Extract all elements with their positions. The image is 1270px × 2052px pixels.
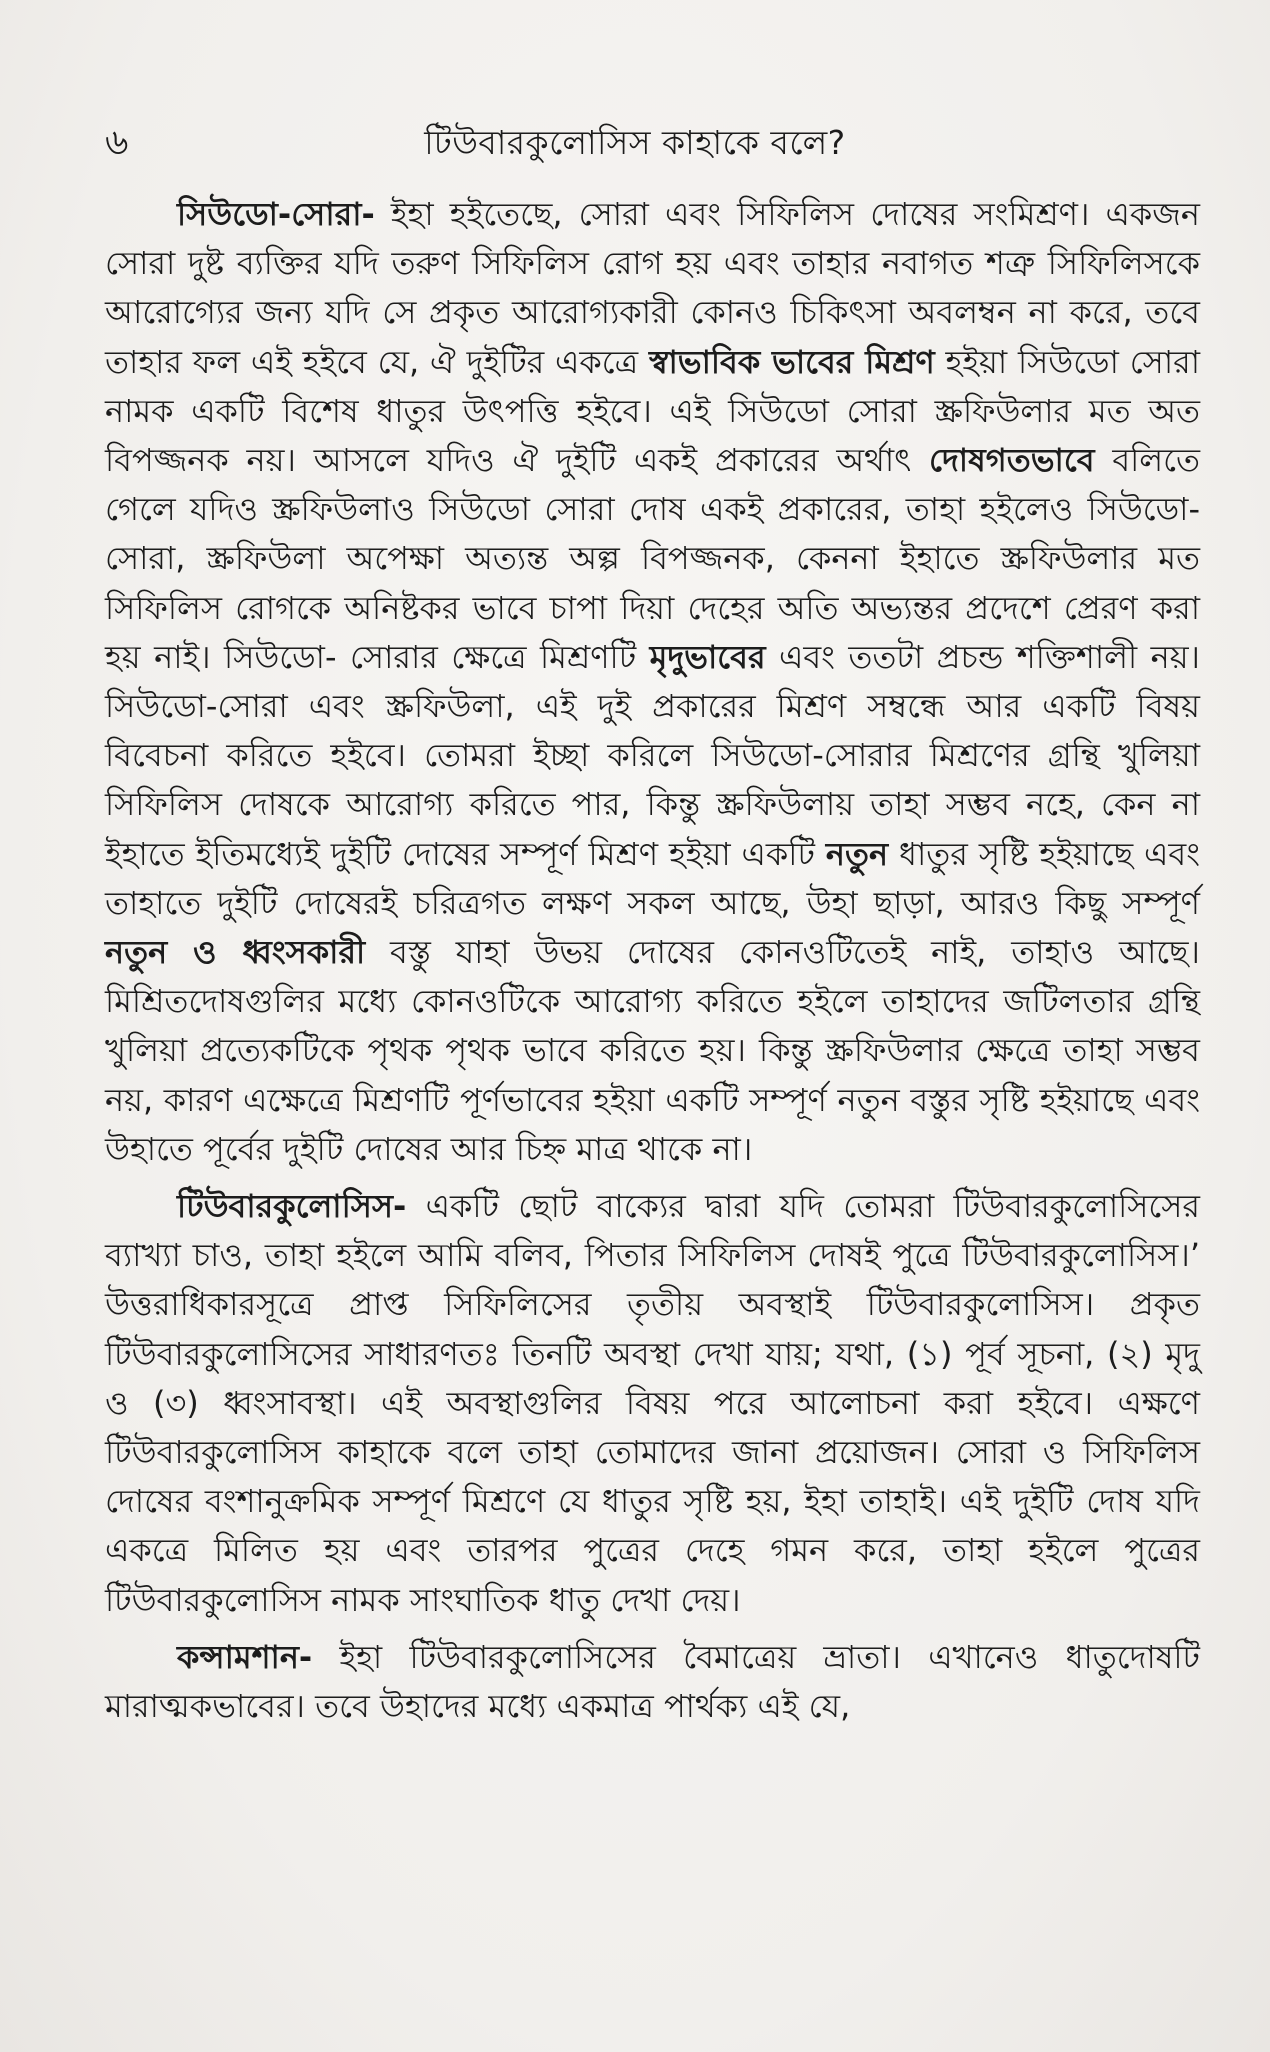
- bold-phrase: নতুন: [825, 834, 889, 873]
- bold-phrase: স্বাভাবিক ভাবের মিশ্রণ: [648, 342, 935, 381]
- bold-phrase: দোষগতভাবে: [929, 441, 1095, 480]
- paragraph-text: ইহা হইতেছে, সোরা এবং সিফিলিস দোষের সংমিশ্রণ। একজন সোরা দুষ্ট ব্যক্তির যদি তরুণ সিফিলিস রোগ হয় এবং তাহার নবাগত শত্রু সিফিলিসকে আরোগ্যের জন্য যদি সে প্রকৃত আরোগ্যকারী কোনও চিকিৎসা অবলম্বন না করে, তবে তাহার ফল এই হইবে যে, ঐ দুইটির একত্রে: [105, 195, 1200, 381]
- term-tuberculosis: টিউবারকুলোসিস-: [177, 1187, 407, 1226]
- paragraph-text: বস্তু যাহা উভয় দোষের কোনওটিতেই নাই, তাহাও আছে। মিশ্রিতদোষগুলির মধ্যে কোনওটিকে আরোগ্য করিতে হইলে তাহাদের জটিলতার গ্রন্থি খুলিয়া প্রত্যেকটিকে পৃথক পৃথক ভাবে করিতে হয়। কিন্তু স্ক্রফিউলার ক্ষেত্রে তাহা সম্ভব নয়, কারণ এক্ষেত্রে মিশ্রণটি পূর্ণভাবের হইয়া একটি সম্পূর্ণ নতুন বস্তুর সৃষ্টি হইয়াছে এবং উহাতে পূর্বের দুইটি দোষের আর চিহ্ন মাত্র থাকে না।: [105, 933, 1200, 1168]
- paragraph-text: বলিতে গেলে যদিও স্ক্রফিউলাও সিউডো সোরা দোষ একই প্রকারের, তাহা হইলেও সিউডো-সোরা, স্ক্রফিউলা অপেক্ষা অত্যন্ত অল্প বিপজ্জনক, কেননা ইহাতে স্ক্রফিউলার মত সিফিলিস রোগকে অনিষ্টকর ভাবে চাপা দিয়া দেহের অতি অভ্যন্তর প্রদেশে প্রেরণ করা হয় নাই। সিউডো- সোরার ক্ষেত্রে মিশ্রণটি: [105, 441, 1200, 676]
- paragraph-tuberculosis: [105, 1182, 1200, 1625]
- term-pseudo-psora: সিউডো-সোরা-: [177, 195, 375, 233]
- running-title: টিউবারকুলোসিস কাহাকে বলে?: [424, 123, 846, 162]
- paragraph-consumption: [105, 1633, 1200, 1731]
- bold-phrase: নতুন ও ধ্বংসকারী: [105, 933, 366, 972]
- paragraph-pseudo-psora: [105, 190, 1200, 1174]
- body-text: [105, 190, 1200, 1739]
- paragraph-text: এবং ততটা প্রচন্ড শক্তিশালী নয়। সিউডো-সোরা এবং স্ক্রফিউলা, এই দুই প্রকারের মিশ্রণ সম্বন্ধে আর একটি বিষয় বিবেচনা করিতে হইবে। তোমরা ইচ্ছা করিলে সিউডো-সোরার মিশ্রণের গ্রন্থি খুলিয়া সিফিলিস দোষকে আরোগ্য করিতে পার, কিন্তু স্ক্রফিউলায় তাহা সম্ভব নহে, কেন না ইহাতে ইতিমধ্যেই দুইটি দোষের সম্পূর্ণ মিশ্রণ হইয়া একটি: [105, 637, 1200, 873]
- paragraph-text: ধাতুর সৃষ্টি হইয়াছে এবং তাহাতে দুইটি দোষেরই চরিত্রগত লক্ষণ সকল আছে, উহা ছাড়া, আরও কিছু সম্পূর্ণ: [105, 834, 1200, 922]
- bold-phrase: মৃদুভাবের: [649, 637, 766, 676]
- paragraph-text: ইহা টিউবারকুলোসিসের বৈমাত্রেয় ভ্রাতা। এখানেও ধাতুদোষটি মারাত্মকভাবের। তবে উহাদের মধ্যে একমাত্র পার্থক্য এই যে,: [105, 1637, 1200, 1726]
- paragraph-text: একটি ছোট বাক্যের দ্বারা যদি তোমরা টিউবারকুলোসিসের ব্যাখ্যা চাও, তাহা হইলে আমি বলিব, পিতার সিফিলিস দোষই পুত্রে টিউবারকুলোসিস।’ উত্তরাধিকারসূত্রে প্রাপ্ত সিফিলিসের তৃতীয় অবস্থাই টিউবারকুলোসিস। প্রকৃত টিউবারকুলোসিসের সাধারণতঃ তিনটি অবস্থা দেখা যায়; যথা, (১) পূর্ব সূচনা, (২) মৃদু ও (৩) ধ্বংসাবস্থা। এই অবস্থাগুলির বিষয় পরে আলোচনা করা হইবে। এক্ষণে টিউবারকুলোসিস কাহাকে বলে তাহা তোমাদের জানা প্রয়োজন। সোরা ও সিফিলিস দোষের বংশানুক্রমিক সম্পূর্ণ মিশ্রণে যে ধাতুর সৃষ্টি হয়, ইহা তাহাই। এই দুইটি দোষ যদি একত্রে মিলিত হয় এবং তারপর পুত্রের দেহে গমন করে, তাহা হইলে পুত্রের টিউবারকুলোসিস নামক সাংঘাতিক ধাতু দেখা দেয়।: [105, 1187, 1200, 1619]
- page-number: ৬: [105, 122, 129, 163]
- paragraph-text: হইয়া সিউডো সোরা নামক একটি বিশেষ ধাতুর উৎপত্তি হইবে। এই সিউডো সোরা স্ক্রফিউলার মত অত বিপজ্জনক নয়। আসলে যদিও ঐ দুইটি একই প্রকারের অর্থাৎ: [105, 342, 1200, 480]
- term-consumption: কন্সামশান-: [177, 1637, 313, 1676]
- page-header: [105, 118, 1165, 168]
